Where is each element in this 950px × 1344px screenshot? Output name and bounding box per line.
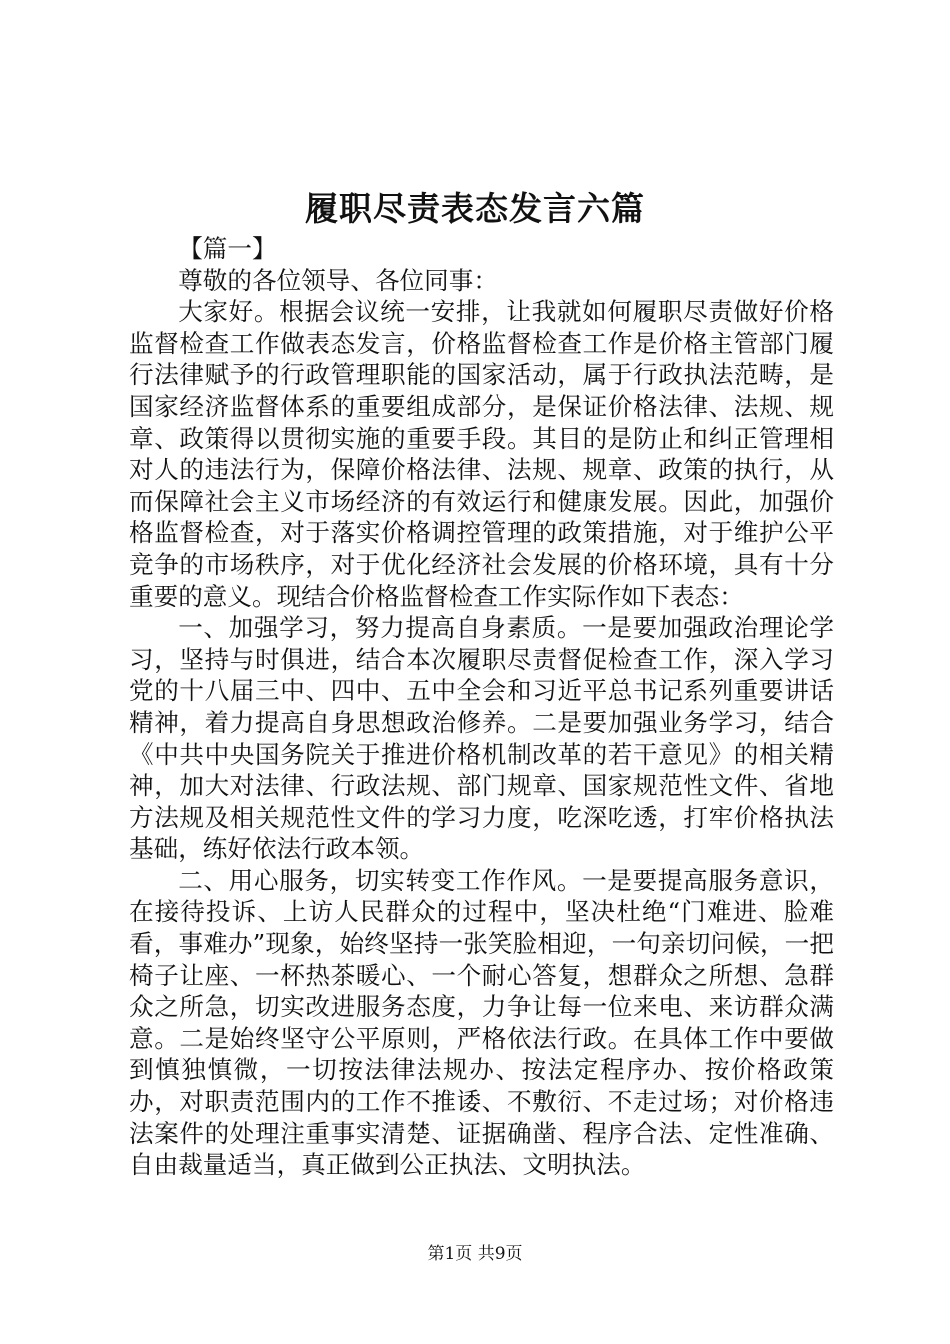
document-body bbox=[129, 233, 834, 1181]
salutation: 尊敬的各位领导、各位同事： bbox=[178, 265, 498, 295]
body-paragraph: 二、用心服务，切实转变工作作风。一是要提高服务意识，在接待投诉、上访人民群众的过程中，坚决杜绝“门难进、脸难看，事难办”现象，始终坚持一张笑脸相迎，一句亲切问候，一把椅子让座、一杯热茶暖心、一个耐心答复，想群众之所想、急群众之所急，切实改进服务态度，力争让每一位来电、来访群众满意。二是始终坚守公平原则，严格依法行政。在具体工作中要做到慎独慎微，一切按法律法规办、按法定程序办、按价格政策办，对职责范围内的工作不推诿、不敷衍、不走过场；对价格违法案件的处理注重事实清楚、证据确凿、程序合法、定性准确、自由裁量适当，真正做到公正执法、文明执法。 bbox=[129, 865, 834, 1180]
body-paragraph: 大家好。根据会议统一安排，让我就如何履职尽责做好价格监督检查工作做表态发言，价格监督检查工作是价格主管部门履行法律赋予的行政管理职能的国家活动，属于行政执法范畴，是国家经济监督体系的重要组成部分，是保证价格法律、法规、规章、政策得以贯彻实施的重要手段。其目的是防止和纠正管理相对人的违法行为，保障价格法律、法规、规章、政策的执行，从而保障社会主义市场经济的有效运行和健康发展。因此，加强价格监督检查，对于落实价格调控管理的政策措施，对于维护公平竞争的市场秩序，对于优化经济社会发展的价格环境，具有十分重要的意义。现结合价格监督检查工作实际作如下表态： bbox=[129, 297, 834, 611]
document-title: 履职尽责表态发言六篇 bbox=[305, 189, 645, 228]
section-heading: 【篇一】 bbox=[178, 234, 277, 263]
page-footer: 第1页 共9页 bbox=[427, 1244, 523, 1264]
body-paragraph: 一、加强学习，努力提高自身素质。一是要加强政治理论学习，坚持与时俱进，结合本次履职尽责督促检查工作，深入学习党的十八届三中、四中、五中全会和习近平总书记系列重要讲话精神，着力提高自身思想政治修养。二是要加强业务学习，结合《中共中央国务院关于推进价格机制改革的若干意见》的相关精神，加大对法律、行政法规、部门规章、国家规范性文件、省地方法规及相关规范性文件的学习力度，吃深吃透，打牢价格执法基础，练好依法行政本领。 bbox=[129, 613, 834, 864]
